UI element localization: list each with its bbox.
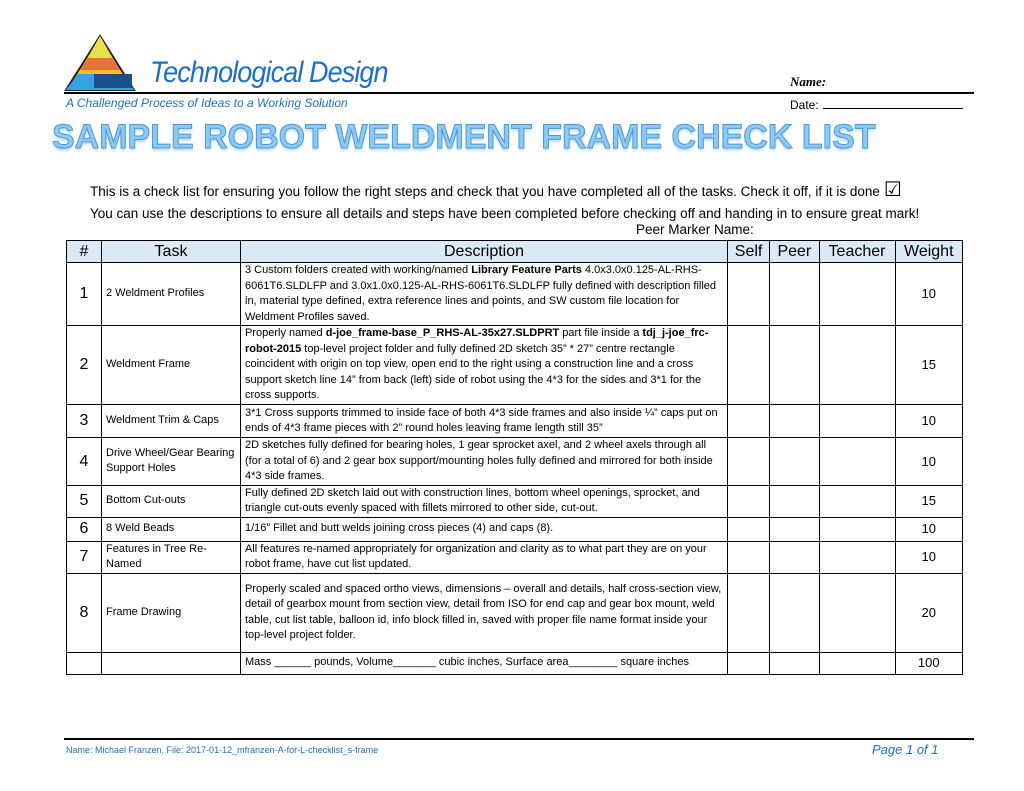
- task-cell: [102, 652, 241, 674]
- peer-check-cell[interactable]: [770, 438, 819, 486]
- row-number: 1: [67, 263, 102, 326]
- column-header: Task: [102, 241, 241, 263]
- weight-cell: 10: [895, 405, 962, 438]
- tagline: A Challenged Process of Ideas to a Working Solution: [66, 96, 348, 110]
- row-number: 7: [67, 541, 102, 573]
- column-header: Peer: [770, 241, 819, 263]
- description-cell: 3 Custom folders created with working/named Library Feature Parts 4.0x3.0x0.125-AL-RHS-6061T6.SLDLFP and 3.0x1.0x0.125-AL-RHS-6061T6.SLDLFP fully defined with description filled in, material type defined, extra reference lines and points, and SW custom file location for Weldment Profiles saved.: [241, 263, 728, 326]
- self-check-cell[interactable]: [728, 405, 770, 438]
- weight-cell: 15: [895, 485, 962, 517]
- peer-check-cell[interactable]: [770, 405, 819, 438]
- checklist-table: [66, 240, 963, 675]
- self-check-cell[interactable]: [728, 438, 770, 486]
- teacher-check-cell[interactable]: [819, 263, 895, 326]
- table-row: [67, 517, 963, 541]
- row-number: [67, 652, 102, 674]
- row-number: 4: [67, 438, 102, 486]
- technological-design-logo: [64, 34, 146, 92]
- row-number: 6: [67, 517, 102, 541]
- table-row: [67, 405, 963, 438]
- footer-file-info: Name: Michael Franzen, File: 2017-01-12_mfranzen-A-for-L-checklist_s-frame: [66, 745, 379, 755]
- peer-check-cell[interactable]: [770, 326, 819, 405]
- teacher-check-cell[interactable]: [819, 541, 895, 573]
- page-number: Page 1 of 1: [872, 742, 939, 757]
- date-field: [790, 96, 963, 112]
- description-cell: 2D sketches fully defined for bearing holes, 1 gear sprocket axel, and 2 wheel axels through all (for a total of 6) and 2 gear box support/mounting holes fully defined and mirrored for both inside 4*3 side frames.: [241, 438, 728, 486]
- name-label: Name:: [790, 74, 827, 89]
- row-number: 5: [67, 485, 102, 517]
- teacher-check-cell[interactable]: [819, 485, 895, 517]
- description-cell: Mass ______ pounds, Volume_______ cubic inches, Surface area________ square inches: [241, 652, 728, 674]
- peer-check-cell[interactable]: [770, 652, 819, 674]
- self-check-cell[interactable]: [728, 263, 770, 326]
- self-check-cell[interactable]: [728, 326, 770, 405]
- row-number: 8: [67, 573, 102, 652]
- table-row: [67, 541, 963, 573]
- weight-cell: 10: [895, 438, 962, 486]
- column-header: Weight: [895, 241, 962, 263]
- description-cell: All features re-named appropriately for organization and clarity as to what part they are on your robot frame, have cut list updated.: [241, 541, 728, 573]
- table-row: [67, 326, 963, 405]
- description-cell: Properly scaled and spaced ortho views, dimensions – overall and details, half cross-section view, detail of gearbox mount from section view, detail from ISO for end cap and gear box mount, weld table, cut list table, balloon id, info block filled in, saved with proper file name format inside your top-level project folder.: [241, 573, 728, 652]
- description-cell: 3*1 Cross supports trimmed to inside face of both 4*3 side frames and also inside ¼” caps put on ends of 4*3 frame pieces with 2” round holes leaving frame length still 35”: [241, 405, 728, 438]
- teacher-check-cell[interactable]: [819, 438, 895, 486]
- weight-cell: 20: [895, 573, 962, 652]
- footer-divider: [64, 738, 974, 740]
- teacher-check-cell[interactable]: [819, 573, 895, 652]
- teacher-check-cell[interactable]: [819, 405, 895, 438]
- column-header: #: [67, 241, 102, 263]
- page-title: SAMPLE ROBOT WELDMENT FRAME CHECK LIST: [52, 118, 876, 156]
- self-check-cell[interactable]: [728, 541, 770, 573]
- weight-cell: 100: [895, 652, 962, 674]
- self-check-cell[interactable]: [728, 573, 770, 652]
- peer-check-cell[interactable]: [770, 517, 819, 541]
- intro-text: [90, 181, 980, 225]
- weight-cell: 10: [895, 517, 962, 541]
- self-check-cell[interactable]: [728, 517, 770, 541]
- date-line: [823, 96, 963, 109]
- task-cell: Weldment Trim & Caps: [102, 405, 241, 438]
- weight-cell: 15: [895, 326, 962, 405]
- description-cell: 1/16” Fillet and butt welds joining cross pieces (4) and caps (8).: [241, 517, 728, 541]
- peer-check-cell[interactable]: [770, 485, 819, 517]
- weight-cell: 10: [895, 541, 962, 573]
- table-row: [67, 263, 963, 326]
- self-check-cell[interactable]: [728, 485, 770, 517]
- table-row: [67, 438, 963, 486]
- teacher-check-cell[interactable]: [819, 517, 895, 541]
- task-cell: Frame Drawing: [102, 573, 241, 652]
- column-header: Self: [728, 241, 770, 263]
- task-cell: Weldment Frame: [102, 326, 241, 405]
- row-number: 3: [67, 405, 102, 438]
- peer-check-cell[interactable]: [770, 263, 819, 326]
- weight-cell: 10: [895, 263, 962, 326]
- self-check-cell[interactable]: [728, 652, 770, 674]
- teacher-check-cell[interactable]: [819, 326, 895, 405]
- peer-check-cell[interactable]: [770, 541, 819, 573]
- description-cell: Properly named d-joe_frame-base_P_RHS-AL-35x27.SLDPRT part file inside a tdj_j-joe_frc-robot-2015 top-level project folder and fully defined 2D sketch 35” * 27” centre rectangle coincident with origin on top view, open end to the right using a construction line and a cross support sketch line 14” from back (left) side of robot using the 4*3 for the sides and 3*1 for the cross supports.: [241, 326, 728, 405]
- description-cell: Fully defined 2D sketch laid out with construction lines, bottom wheel openings, sprocket, and triangle cut-outs evenly spaced with fillets mirrored to other side, cut-out.: [241, 485, 728, 517]
- table-row: [67, 485, 963, 517]
- task-cell: 8 Weld Beads: [102, 517, 241, 541]
- row-number: 2: [67, 326, 102, 405]
- peer-marker-label: Peer Marker Name:: [636, 222, 754, 237]
- checkbox-icon: ☑: [883, 179, 902, 201]
- column-header: Teacher: [819, 241, 895, 263]
- date-label: Date:: [790, 98, 819, 112]
- task-cell: Bottom Cut-outs: [102, 485, 241, 517]
- teacher-check-cell[interactable]: [819, 652, 895, 674]
- task-cell: Features in Tree Re-Named: [102, 541, 241, 573]
- intro-line-2: You can use the descriptions to ensure all details and steps have been completed before checking off and handing in to ensure great mark!: [90, 206, 920, 221]
- task-cell: Drive Wheel/Gear Bearing Support Holes: [102, 438, 241, 486]
- column-header: Description: [241, 241, 728, 263]
- intro-line-1: This is a check list for ensuring you follow the right steps and check that you have completed all of the tasks. Check it off, if it is done: [90, 184, 880, 199]
- brand-name: Technological Design: [150, 56, 388, 89]
- header-divider: [64, 92, 974, 94]
- task-cell: 2 Weldment Profiles: [102, 263, 241, 326]
- table-row: [67, 652, 963, 674]
- peer-check-cell[interactable]: [770, 573, 819, 652]
- table-row: [67, 573, 963, 652]
